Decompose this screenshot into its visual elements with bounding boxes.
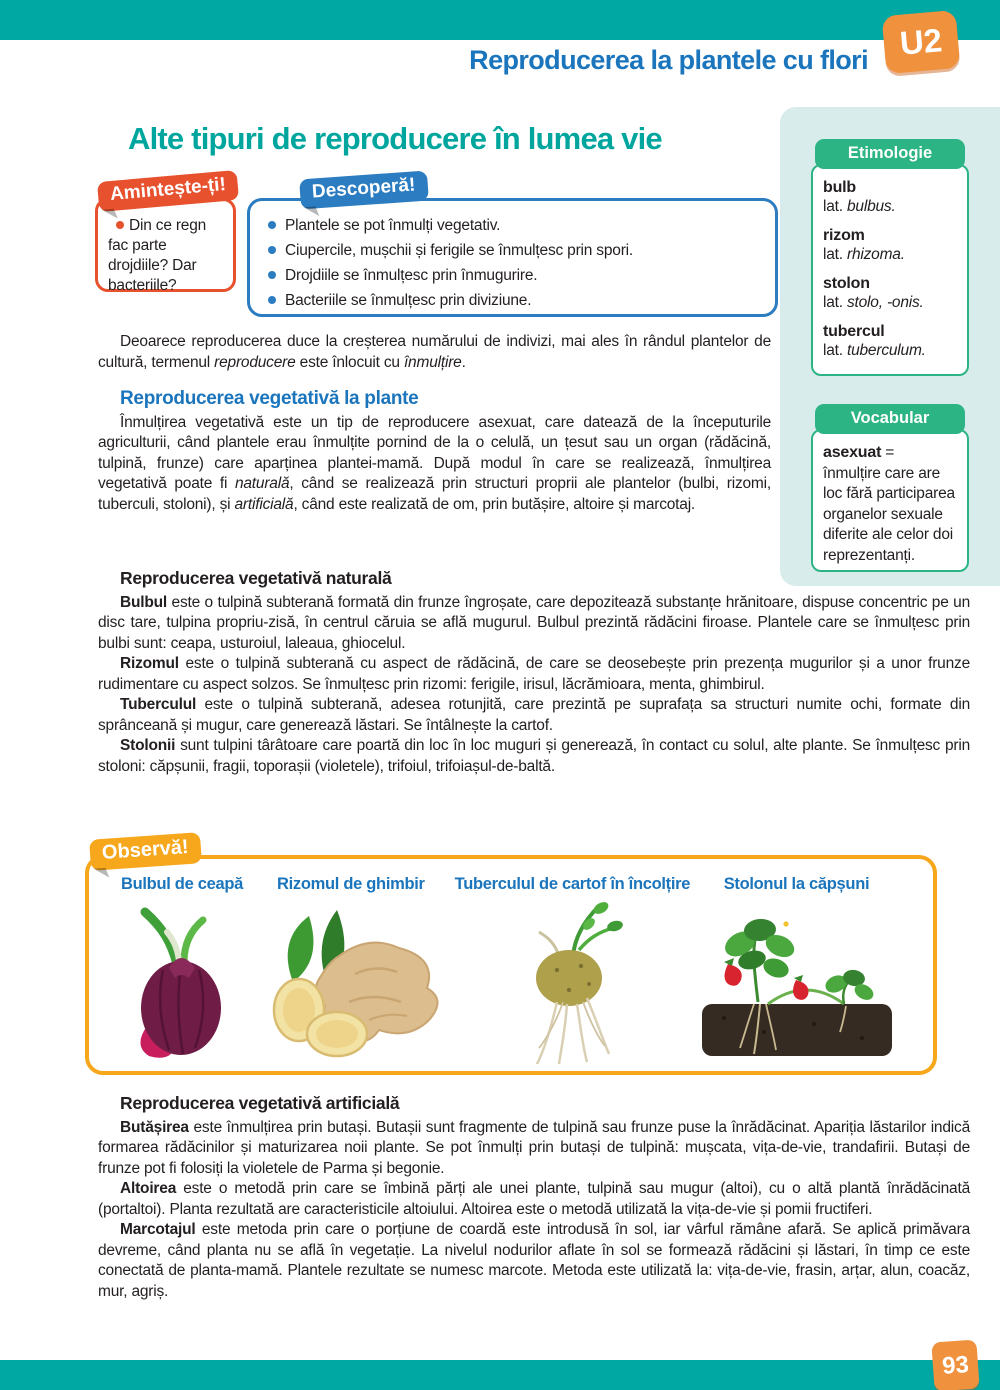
lesson-title: Reproducerea la plantele cu flori (469, 45, 868, 75)
page-title: Alte tipuri de reproducere în lumea vie (128, 120, 662, 156)
list-item (266, 238, 765, 263)
remember-tab: Amintește-ți! (97, 170, 239, 212)
figure-potato (455, 875, 691, 1066)
bottom-teal-band (0, 1360, 1000, 1390)
etymology-title: Etimologie (815, 139, 965, 169)
layering-paragraph: Marcotajul este metoda prin care o porțiune de coardă este introdusă în sol, iar vârful rămâne afară. Se aplică primăvara devreme, când planta nu se află în vegetație. La nivelul nodurilor aflate în sol se formează rădăcini și lăstari, în timp ce este conectată de planta-mamă. Plantele rezultate se numesc marcote. Metoda este utilizată la: vița-de-vie, frasin, arțar, alun, coacăz, mur, agriș. (98, 1221, 970, 1300)
grafting-paragraph: Altoirea este o metodă prin care se îmbină părți ale unei plante, tulpină sau mugur (altoi), cu o altă plantă înrădăcinată (portaltoi). Planta rezultată are caracteristicile altoiului. Altoirea este o metodă utilizată la vița-de-vie și pomii fructiferi. (98, 1180, 970, 1218)
list-item (266, 213, 765, 238)
bullet-icon (268, 296, 276, 304)
subheading-artificial: Reproducerea vegetativă artificială (120, 1093, 400, 1113)
stolon-paragraph: Stolonii sunt tulpini târâtoare care poartă din loc în loc muguri și generează, în contact cu solul, alte plante. Se înmulțesc prin stoloni: căpșunii, fragii, toporașii (violetele), trifoiul, trifoiașul-de-baltă. (98, 737, 970, 775)
figure-onion (117, 875, 247, 1060)
bullet-icon (268, 221, 276, 229)
page-number-badge (931, 1339, 979, 1390)
potato-tuber-image (497, 898, 647, 1066)
figure-strawberry (694, 875, 899, 1060)
vocabulary-definition: asexuat = înmulțire care are loc fără participarea organelor sexuale diferite ale celor doi reprezentanți. (823, 444, 955, 564)
bullet-icon (268, 271, 276, 279)
discover-item: Bacteriile se înmulțesc prin diviziune. (285, 292, 532, 309)
unit-badge-label: U2 (898, 21, 944, 62)
remember-box (95, 198, 236, 292)
bulb-paragraph: Bulbul este o tulpină subterană formată din frunze îngroșate, care depozitează substanțe hrănitoare, dispuse concentric pe un disc tare, tulpina propriu-zisă, în centrul căruia se află mugurul. Bulbul prezintă rădăcini firoase. Plantele care se înmulțesc prin bulbi sunt: ceapa, usturoiul, laleaua, ghiocelul. (98, 593, 970, 652)
artificial-section (98, 1093, 970, 1302)
etymology-card (811, 107, 969, 376)
discover-item: Drojdiile se înmulțesc prin înmugurire. (285, 267, 538, 284)
etymology-entry: bulb lat. bulbus. (823, 179, 896, 215)
vocabulary-card (811, 376, 969, 572)
top-teal-band (0, 0, 1000, 40)
cutting-paragraph: Butășirea este înmulțirea prin butași. Butașii sunt fragmente de tulpină sau frunze puse la înrădăcinat. Apariția lăstarilor indică formarea rădăcinilor și maturizarea noii plante. Se pot înmulți prin butași de tulpină: mușcata, vița-de-vie, trandafirii. Butași de frunze pot fi folosiți la violetele de Parma și begonie. (98, 1118, 970, 1177)
tuber-paragraph: Tuberculul este o tulpină subterană, adesea rotunjită, care prezintă pe suprafața sa structuri numite ochi, formate din sprânceană și mugur, care generează lăstari. Se întâlnește la cartof. (98, 696, 970, 734)
etymology-entry: tubercul lat. tuberculum. (823, 323, 926, 359)
figure-caption: Rizomul de ghimbir (276, 875, 425, 893)
strawberry-stolon-image (694, 898, 899, 1060)
subheading-natural: Reproducerea vegetativă naturală (120, 568, 392, 588)
discover-box (247, 198, 778, 317)
observe-box (85, 855, 937, 1075)
unit-badge (882, 10, 961, 74)
figure-ginger (251, 875, 451, 1060)
ginger-rhizome-image (251, 898, 451, 1060)
etymology-entry: stolon lat. stolo, -onis. (823, 275, 924, 311)
rhizome-paragraph: Rizomul este o tulpină subterană cu aspect de rădăcină, de care se deosebește prin prezența mugurilor și a unor frunze rudimentare cu aspect solzos. Se înmulțesc prin rizomi: ferigile, irisul, lăcrămioara, menta, ghimbirul. (98, 655, 970, 693)
discover-item: Ciupercile, mușchii și ferigile se înmulțesc prin spori. (285, 242, 634, 259)
bullet-icon (116, 221, 124, 229)
vegetative-paragraph: Înmulțirea vegetativă este un tip de reproducere asexuat, care datează de la începuturile agriculturii, când plantele erau înmulțite pornind de la o celulă, un țesut sau un organ (rădăcină, tulpină, frunze) care aparținea plantei-mamă. După modul în care se realizează, înmulțirea vegetativă poate fi naturală, când se realizează prin structuri proprii ale plantelor (bulbi, rizomi, tuberculi, stoloni), și artificială, când este realizată de om, prin butășire, altoire și marcotaj. (98, 413, 771, 513)
natural-section (98, 568, 970, 777)
section-heading-vegetative: Reproducerea vegetativă la plante (120, 388, 419, 409)
onion-bulb-image (117, 898, 247, 1060)
sidebar-panel (780, 107, 1000, 586)
discover-item: Plantele se pot înmulți vegetativ. (285, 217, 501, 234)
figure-caption: Tuberculul de cartof în încolțire (454, 875, 691, 893)
figure-caption: Bulbul de ceapă (120, 875, 244, 893)
intro-text (98, 332, 771, 515)
discover-tab: Descoperă! (299, 171, 428, 210)
remember-question: Din ce regn fac parte drojdiile? Dar bacteriile? (108, 217, 207, 294)
etymology-entry: rizom lat. rhizoma. (823, 227, 905, 263)
list-item (266, 263, 765, 288)
figure-caption: Stolonul la căpșuni (723, 875, 870, 893)
vocabulary-title: Vocabular (815, 404, 965, 434)
list-item (266, 288, 765, 313)
page-number: 93 (941, 1350, 970, 1380)
observe-tab: Observă! (89, 832, 202, 871)
intro-paragraph: Deoarece reproducerea duce la creșterea numărului de indivizi, mai ales în rândul plantelor de cultură, termenul reproducere este înlocuit cu înmulțire. (98, 333, 771, 371)
bullet-icon (268, 246, 276, 254)
